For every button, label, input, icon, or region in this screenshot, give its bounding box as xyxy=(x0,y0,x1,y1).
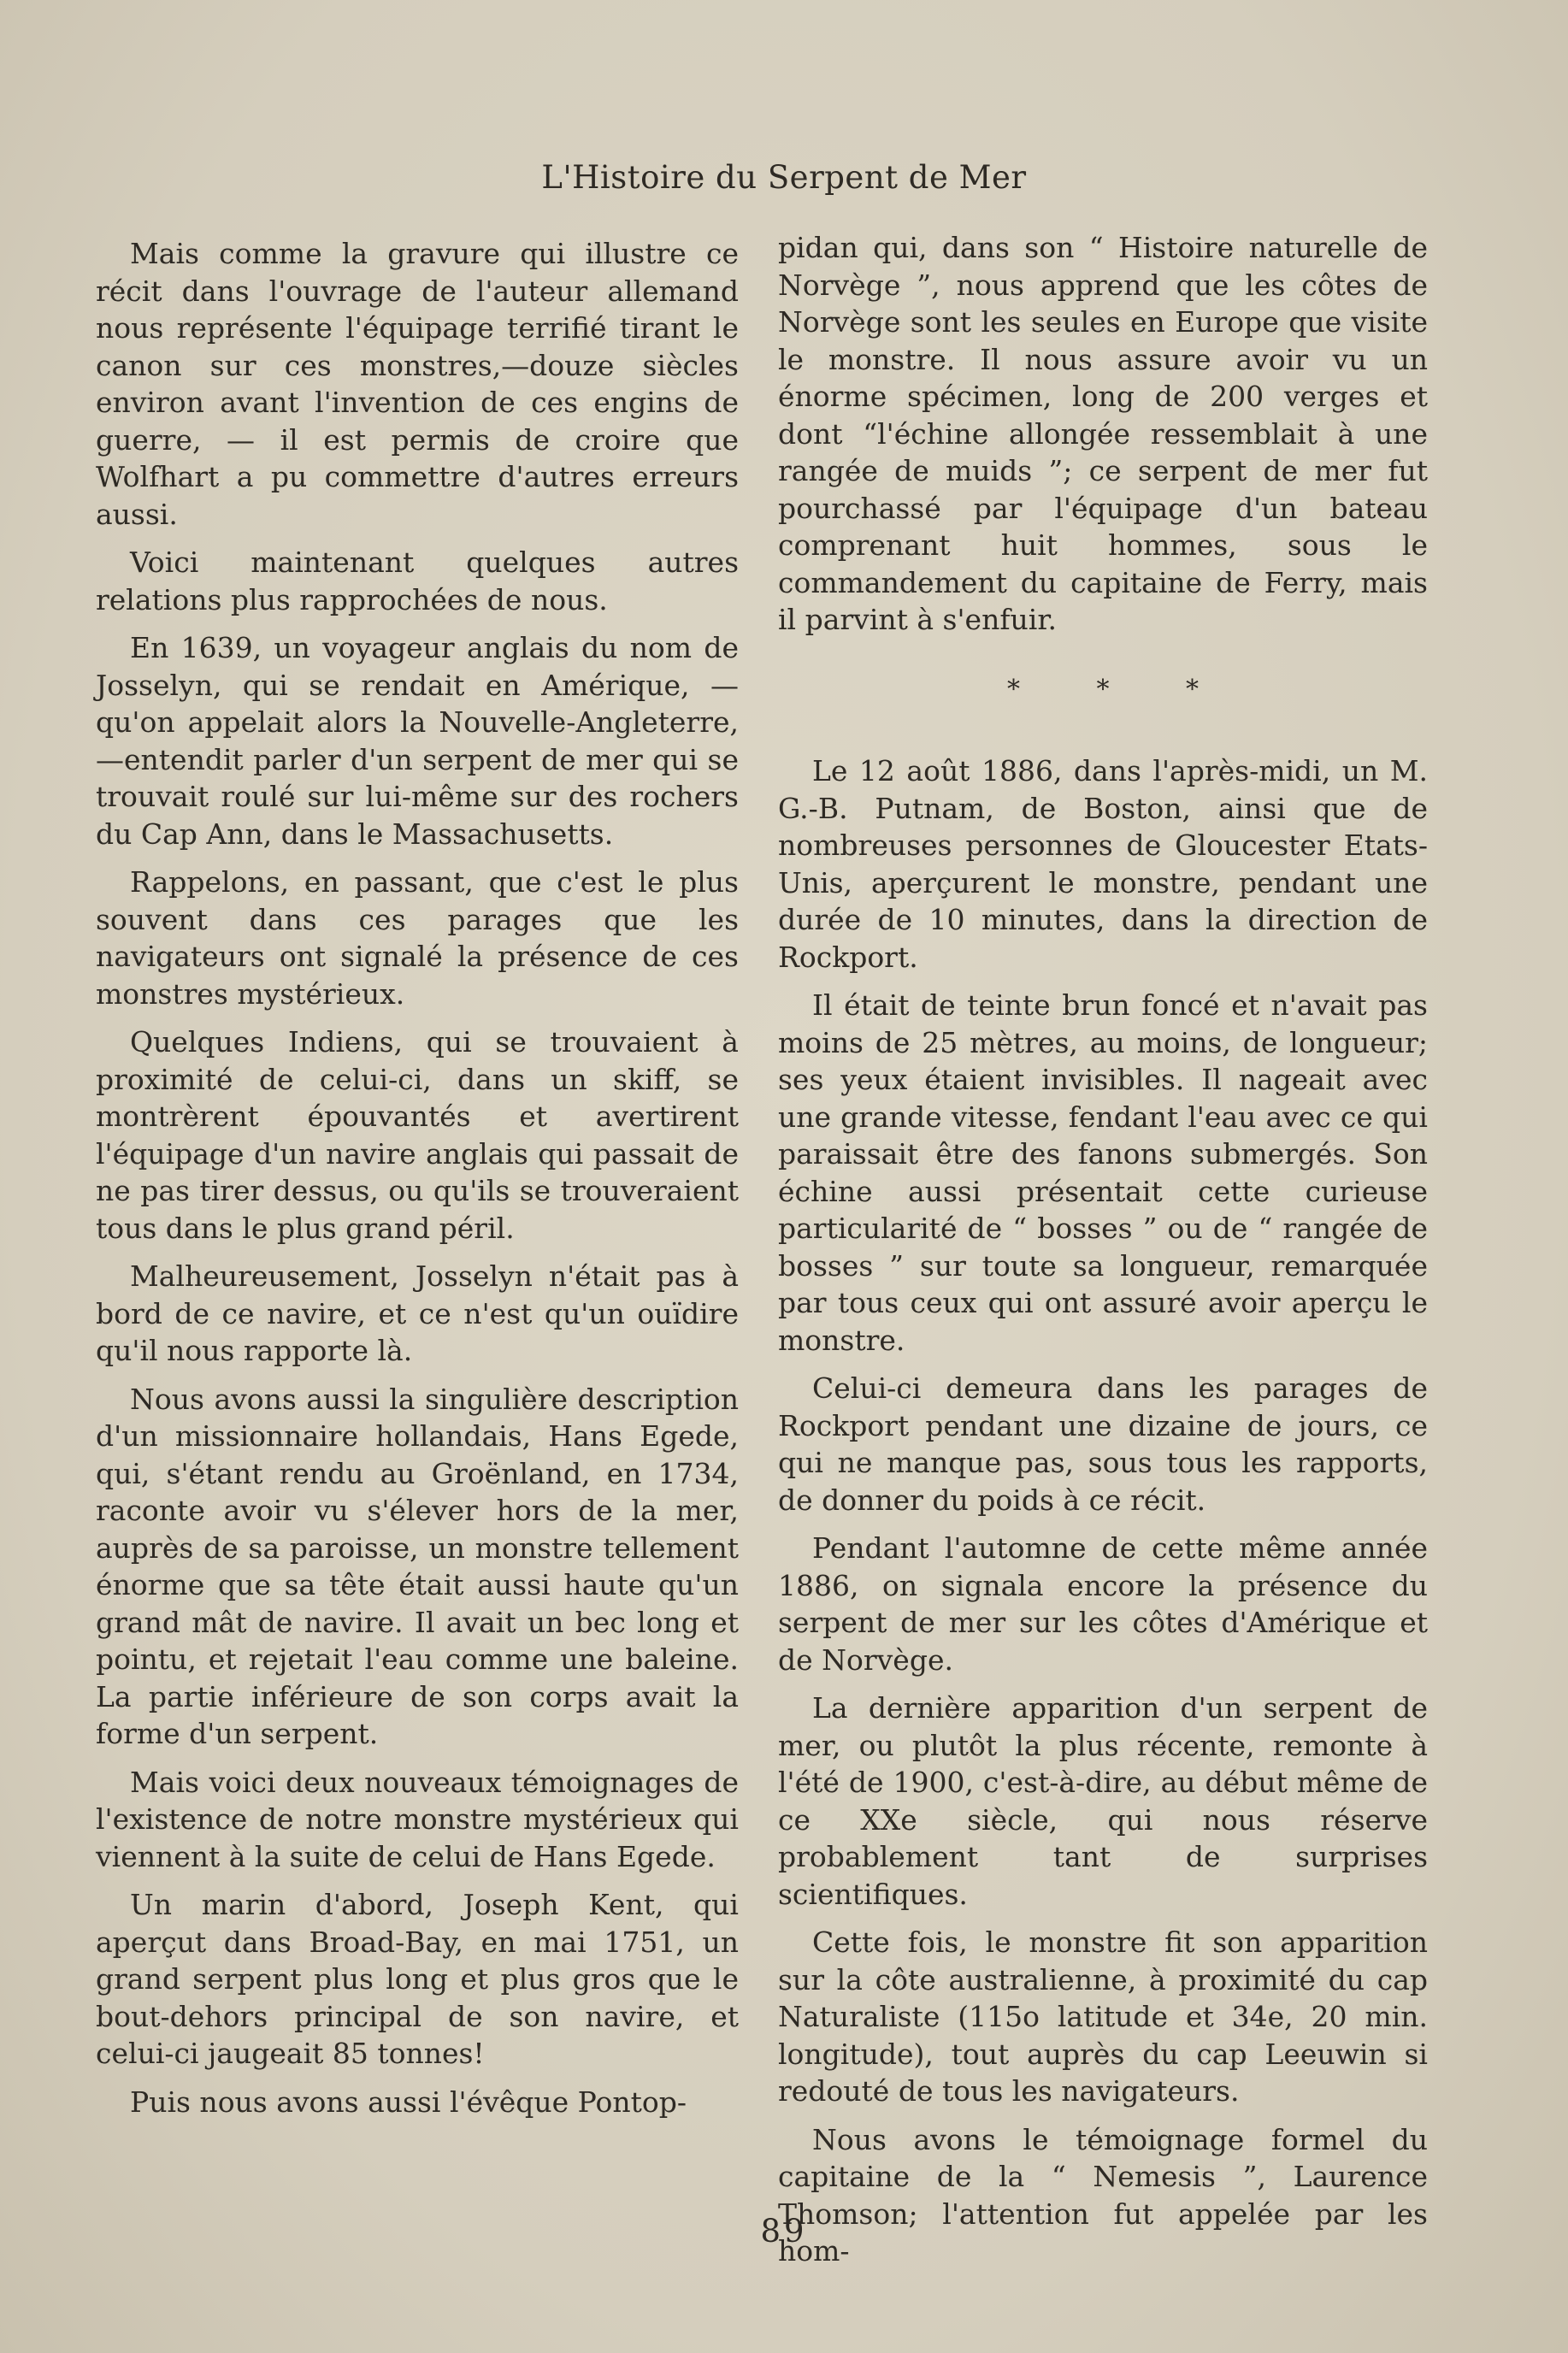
right-column xyxy=(778,229,1428,2281)
page-number: 89 xyxy=(760,2213,808,2250)
paragraph: Voici maintenant quelques autres relations plus rapprochées de nous. xyxy=(96,545,739,616)
paragraph: Nous avons aussi la singulière description d'un missionnaire hollandais, Hans Egede, qui, s'étant rendu au Groënland, en 1734, raconte avoir vu s'élever hors de la mer, auprès de sa paroisse, un monstre tellement énorme que sa tête était aussi haute qu'un grand mât de navire. Il avait un bec long et pointu, et rejetait l'eau comme une baleine. La partie inférieure de son corps avait la forme d'un serpent. xyxy=(96,1382,739,1750)
paragraph: Rappelons, en passant, que c'est le plus souvent dans ces parages que les navigateurs ont signalé la présence de ces monstres mystérieux. xyxy=(96,865,739,1011)
paragraph: Mais comme la gravure qui illustre ce récit dans l'ouvrage de l'auteur allemand nous représente l'équipage terrifié tirant le canon sur ces monstres,—douze siècles environ avant l'invention de ces engins de guerre, — il est permis de croire que Wolfhart a pu commettre d'autres erreurs aussi. xyxy=(96,237,739,531)
paragraph: Celui-ci demeura dans les parages de Rockport pendant une dizaine de jours, ce qui ne manque pas, sous tous les rapports, de donner du poids à ce récit. xyxy=(778,1371,1428,1517)
paragraph: Pendant l'automne de cette même année 1886, on signala encore la présence du serpent de mer sur les côtes d'Amérique et de Norvège. xyxy=(778,1531,1428,1677)
paragraph: En 1639, un voyageur anglais du nom de Josselyn, qui se rendait en Amérique, —qu'on appelait alors la Nouvelle-Angleterre,—entendit parler d'un serpent de mer qui se trouvait roulé sur lui-même sur des rochers du Cap Ann, dans le Massachusetts. xyxy=(96,631,739,851)
paragraph: Le 12 août 1886, dans l'après-midi, un M. G.-B. Putnam, de Boston, ainsi que de nombreuses personnes de Gloucester Etats-Unis, aperçurent le monstre, pendant une durée de 10 minutes, dans la direction de Rockport. xyxy=(778,754,1428,974)
paragraph: Cette fois, le monstre fit son apparition sur la côte australienne, à proximité du cap Naturaliste (115o latitude et 34e, 20 min. longitude), tout auprès du cap Leeuwin si redouté de tous les navigateurs. xyxy=(778,1925,1428,2108)
section-separator: * * * xyxy=(1006,674,1234,705)
left-column xyxy=(96,235,739,2132)
paragraph: Il était de teinte brun foncé et n'avait pas moins de 25 mètres, au moins, de longueur; ses yeux étaient invisibles. Il nageait avec une grande vitesse, fendant l'eau avec ce qui paraissait être des fanons submergés. Son échine aussi présentait cette curieuse particularité de “ bosses ” ou de “ rangée de bosses ” sur toute sa longueur, remarquée par tous ceux qui ont assuré avoir aperçu le monstre. xyxy=(778,988,1428,1357)
paragraph: Mais voici deux nouveaux témoignages de l'existence de notre monstre mystérieux qui viennent à la suite de celui de Hans Egede. xyxy=(96,1765,739,1873)
paragraph: Puis nous avons aussi l'évêque Pontop- xyxy=(130,2085,687,2119)
paragraph: Un marin d'abord, Joseph Kent, qui aperçut dans Broad-Bay, en mai 1751, un grand serpent plus long et plus gros que le bout-dehors principal de son navire, et celui-ci jaugeait 85 tonnes! xyxy=(96,1888,739,2070)
running-head: L'Histoire du Serpent de Mer xyxy=(541,159,1027,196)
paragraph: La dernière apparition d'un serpent de mer, ou plutôt la plus récente, remonte à l'été de 1900, c'est-à-dire, au début même de ce XXe siècle, qui nous réserve probablement tant de surprises scientifiques. xyxy=(778,1691,1428,1911)
paragraph: Nous avons le témoignage formel du capitaine de la “ Nemesis ”, Laurence Thomson; l'attention fut appelée par les hom- xyxy=(778,2122,1428,2267)
paragraph-continued: pidan qui, dans son “ Histoire naturelle de Norvège ”, nous apprend que les côtes de Norvège sont les seules en Europe que visite le monstre. Il nous assure avoir vu un énorme spécimen, long de 200 verges et dont “l'échine allongée ressemblait à une rangée de muids ”; ce serpent de mer fut pourchassé par l'équipage d'un bateau comprenant huit hommes, sous le commandement du capitaine de Ferry, mais il parvint à s'enfuir. xyxy=(778,231,1428,636)
paragraph: Malheureusement, Josselyn n'était pas à bord de ce navire, et ce n'est qu'un ouïdire qu'il nous rapporte là. xyxy=(96,1259,739,1367)
paragraph: Quelques Indiens, qui se trouvaient à proximité de celui-ci, dans un skiff, se montrèrent épouvantés et avertirent l'équipage d'un navire anglais qui passait de ne pas tirer dessus, ou qu'ils se trouveraient tous dans le plus grand péril. xyxy=(96,1025,739,1245)
